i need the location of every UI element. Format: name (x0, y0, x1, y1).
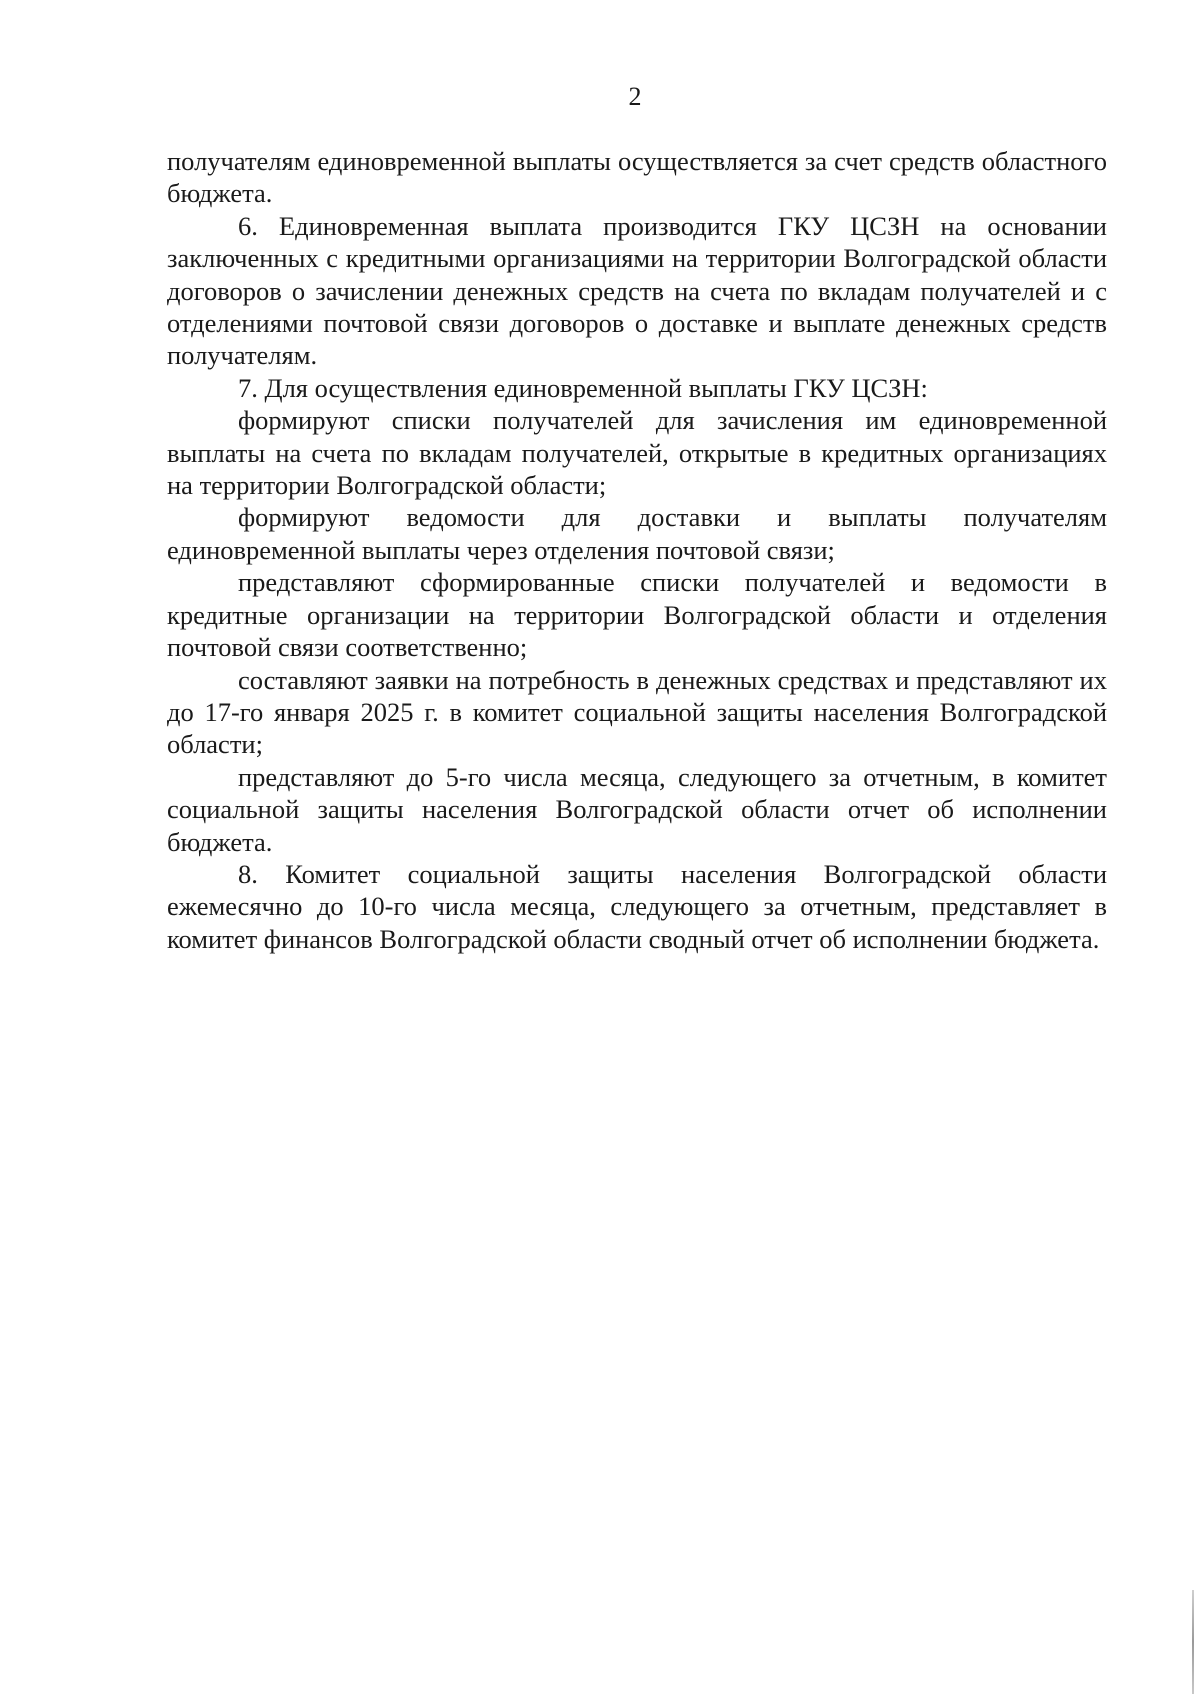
paragraph-item-7: 7. Для осуществления единовременной выплаты ГКУ ЦСЗН: (238, 372, 928, 403)
paragraph-funding-source: получателям единовременной выплаты осуществляется за счет средств областного бюджета. (167, 146, 1107, 209)
page-number: 2 (628, 82, 642, 111)
document-body (167, 145, 1107, 955)
paragraph-item-8: 8. Комитет социальной защиты населения Волгоградской области ежемесячно до 10-го числа месяца, следующего за отчетным, представляет в комитет финансов Волгоградской области сводный отчет об исполнении бюджета. (167, 858, 1107, 954)
paragraph-item-7-requests: составляют заявки на потребность в денежных средствах и представляют их до 17-го января 2025 г. в комитет социальной защиты населения Волгоградской области; (167, 664, 1107, 760)
paragraph-item-7-report: представляют до 5-го числа месяца, следующего за отчетным, в комитет социальной защиты населения Волгоградской области отчет об исполнении бюджета. (167, 761, 1107, 857)
paragraph-item-7-submit: представляют сформированные списки получателей и ведомости в кредитные организации на территории Волгоградской области и отделения почтовой связи соответственно; (167, 567, 1107, 663)
paragraph-item-6: 6. Единовременная выплата производится ГКУ ЦСЗН на основании заключенных с кредитными организациями на территории Волгоградской области договоров о зачислении денежных средств на счета по вкладам получателей и с отделениями почтовой связи договоров о доставке и выплате денежных средств получателям. (167, 210, 1107, 371)
paragraph-item-7-lists: формируют списки получателей для зачисления им единовременной выплаты на счета по вкладам получателей, открытые в кредитных организациях на территории Волгоградской области; (167, 405, 1107, 501)
scan-edge-mark (1192, 1590, 1194, 1694)
paragraph-item-7-statements: формируют ведомости для доставки и выплаты получателям единовременной выплаты через отделения почтовой связи; (167, 502, 1107, 565)
